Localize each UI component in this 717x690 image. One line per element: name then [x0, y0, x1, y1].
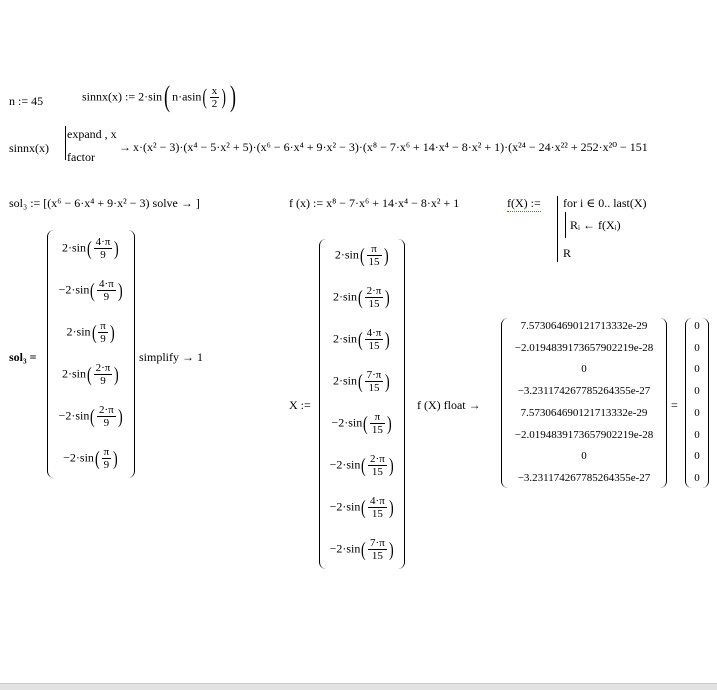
program-inner-bar: [565, 212, 566, 238]
zero-value: 0: [694, 342, 700, 354]
horizontal-scrollbar[interactable]: [0, 683, 717, 690]
x-over-2-fraction: $\frac{x}{2}$: [211, 84, 218, 110]
X-entry: −2·sin( $\frac{7\cdot\pi}{15}$ ): [329, 537, 394, 562]
X-entry: 2·sin( $\frac{2\cdot\pi}{15}$ ): [332, 285, 391, 310]
expand-factor-expression[interactable]: [9, 124, 717, 164]
zero-value: 0: [694, 450, 700, 462]
float-value: −2.0194839173657902219e-28: [514, 342, 654, 354]
sol3-entry: 2·sin( $\frac{2\cdot\pi}{9}$ ): [61, 362, 120, 387]
float-result-matrix[interactable]: [501, 318, 667, 488]
fX-program-lhs: f(X) :=: [507, 196, 541, 210]
zero-vector: [685, 318, 709, 488]
X-label: X :=: [289, 398, 311, 412]
sol3-definition[interactable]: sol₃ := [(x⁶ − 6·x⁴ + 9·x² − 3) solve → ]: [9, 196, 200, 210]
f-definition[interactable]: f (x) := x⁸ − 7·x⁶ + 14·x⁴ − 8·x² + 1: [289, 196, 460, 210]
float-value: −3.231174267785264355e-27: [517, 385, 651, 397]
float-value: 7.573064690121713332e-29: [520, 407, 648, 419]
X-entry: −2·sin( $\frac{4\cdot\pi}{15}$ ): [329, 495, 394, 520]
zero-value: 0: [694, 472, 700, 484]
fX-float-label[interactable]: f (X) float →: [417, 398, 481, 412]
float-value: 0: [581, 363, 587, 375]
sinnx-definition[interactable]: sinnx(x) := 2·sin( n·asin( $\frac{x}{2}$ ) ): [82, 80, 236, 113]
X-entry: −2·sin( $\frac{\pi}{15}$ ): [331, 411, 392, 436]
program-return-line: R: [563, 246, 572, 260]
sol3-eval-label: sol₃ =: [9, 350, 37, 364]
sol3-entry: 2·sin( $\frac{4\cdot\pi}{9}$ ): [61, 236, 120, 261]
sol3-entry: −2·sin( $\frac{4\cdot\pi}{9}$ ): [58, 278, 123, 303]
sol3-entry: 2·sin( $\frac{\pi}{9}$ ): [66, 320, 115, 345]
zero-value: 0: [694, 429, 700, 441]
X-matrix[interactable]: [319, 239, 405, 569]
factored-result: x·(x² − 3)·(x⁴ − 5·x² + 5)·(x⁶ − 6·x⁴ + 9·x² − 3)·(x⁸ − 7·x⁶ + 14·x⁴ − 8·x² + 1)·(x²⁴ − 24·x²² + 252·x²⁰ − 151: [133, 140, 648, 154]
program-bar: [557, 196, 558, 262]
program-for-line: for i ∈ 0.. last(X): [563, 196, 647, 210]
sol3-entry: −2·sin( $\frac{\pi}{9}$ ): [63, 446, 118, 471]
zero-value: 0: [694, 320, 700, 332]
program-assign-line: Rᵢ ← f(Xᵢ): [570, 218, 621, 232]
fX-program[interactable]: [507, 196, 677, 266]
float-value: 0: [581, 450, 587, 462]
sol3-matrix[interactable]: [47, 230, 135, 478]
sinnx-inner: n·asin: [172, 89, 202, 104]
float-value: 7.573064690121713332e-29: [520, 320, 648, 332]
simplify-result: simplify → 1: [139, 350, 204, 364]
X-entry: 2·sin( $\frac{4\cdot\pi}{15}$ ): [332, 327, 391, 352]
sinnx-call: sinnx(x): [9, 141, 49, 155]
symbolic-arrow: →: [119, 140, 131, 154]
zero-value: 0: [694, 385, 700, 397]
keyword-expand[interactable]: expand , x: [67, 127, 117, 141]
X-entry: −2·sin( $\frac{2\cdot\pi}{15}$ ): [329, 453, 394, 478]
zero-value: 0: [694, 407, 700, 419]
keyword-factor[interactable]: factor: [67, 150, 95, 164]
zero-value: 0: [694, 363, 700, 375]
n-definition[interactable]: n := 45: [9, 94, 44, 108]
equals-sign: =: [671, 398, 678, 412]
float-value: −2.0194839173657902219e-28: [514, 429, 654, 441]
float-value: −3.231174267785264355e-27: [517, 472, 651, 484]
X-entry: 2·sin( $\frac{7\cdot\pi}{15}$ ): [332, 369, 391, 394]
symbolic-keyword-bar: [65, 126, 66, 160]
sol3-entry: −2·sin( $\frac{2\cdot\pi}{9}$ ): [58, 404, 123, 429]
X-entry: 2·sin( $\frac{\pi}{15}$ ): [334, 243, 389, 268]
sinnx-lhs: sinnx(x) := 2·sin: [82, 89, 163, 104]
